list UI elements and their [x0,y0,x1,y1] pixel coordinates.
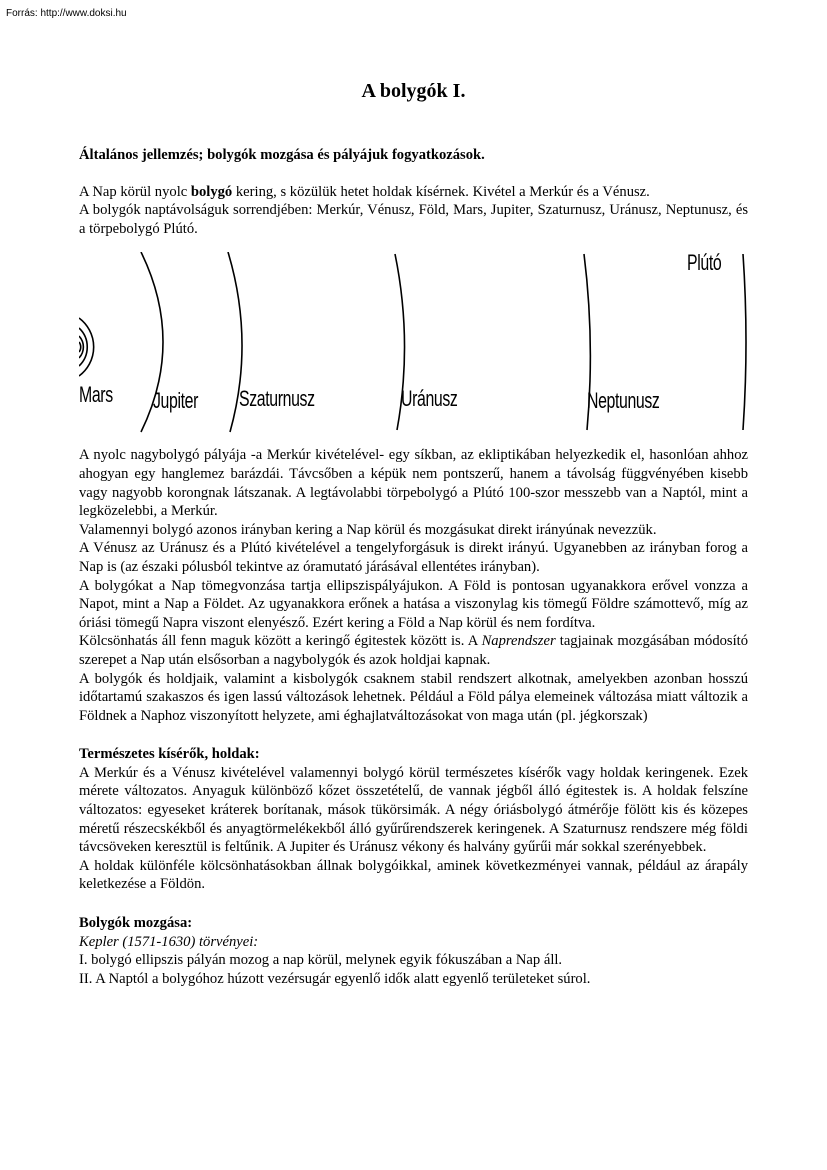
body-paragraph-1: A nyolc nagybolygó pályája -a Merkúr kivételével- egy síkban, az ekliptikában helyezkedik el, hasonlóan ahhoz ahogyan egy hanglemez barázdái. Távcsőben a képük nem pontszerű, hanem a távolság függvényében kisebb vagy nagyobb korongnak látszanak. A legtávolabbi törpebolygó a Plútó 100-szor messzebb van a Naptól, mint a legközelebbi, a Merkúr. [79,447,748,520]
kepler-subheading: Kepler (1571-1630) törvényei: [79,933,259,950]
moons-paragraph-1: A Merkúr és a Vénusz kivételével valamennyi bolygó körül természetes kísérők vagy holdak keringenek. Ezek mérete változatos. Anyaguk különböző kőzet összetételű, de vannak jégből álló égitestek is. A holdak felszíne változatos: egyeseket kráterek borítanak, mások tükörsimák. A négy óriásbolygó átmérője fölött kis és közepes méretű részecskékből és anyagtörmelékekből álló gyűrűrendszerek keringenek. A Szaturnusz rendszere még földi távcsöveken keresztül is feltűnik. A Jupiter és Uránusz vékony és halvány gyűrűi már sokkal szerényebbek. [79,764,748,856]
document-body [79,146,748,988]
body-paragraph-5: Kölcsönhatás áll fenn maguk között a keringő égitestek között is. A Naprendszer tagjainak mozgásában módosító szerepet a Nap után elsősorban a nagybolygók és azok holdjai kapnak. [79,633,748,668]
source-line: Forrás: http://www.doksi.hu [6,8,127,19]
label-pluto: Plútó [687,250,722,276]
moons-paragraph-2: A holdak különféle kölcsönhatásokban állnak bolygóikkal, aminek következményei vannak, például az árapály keletkezése a Földön. [79,857,748,893]
label-saturn: Szaturnusz [239,386,315,412]
section-heading-motion: Bolygók mozgása: [79,915,193,932]
body-paragraph-3: A Vénusz az Uránusz és a Plútó kivételével a tengelyforgásuk is direkt irányú. Ugyanebben az irányban forog a Nap is (az északi pólusból tekintve az óramutató járásával ellentétes irányban). [79,540,748,575]
pluto-orbit-arc [743,254,746,430]
label-mars: Mars [79,382,113,408]
inner-orbit-arc-4 [79,342,81,352]
section-heading-moons: Természetes kísérők, holdak: [79,746,260,763]
intro-paragraph-1: A Nap körül nyolc bolygó kering, s közülük hetet holdak kísérnek. Kivétel a Merkúr és a Vénusz. [79,183,650,200]
label-uranus: Uránusz [401,386,458,412]
label-jupiter: Jupiter [153,388,199,414]
intro-paragraph-2: A bolygók naptávolságuk sorrendjében: Merkúr, Vénusz, Föld, Mars, Jupiter, Szaturnusz, Uránusz, Neptunusz, és a törpebolygó Plútó. [79,202,748,237]
section-heading-general: Általános jellemzés; bolygók mozgása és pályájuk fogyatkozások. [79,147,485,163]
kepler-law-2: II. A Naptól a bolygóhoz húzott vezérsugár egyenlő idők alatt egyenlő területeket súrol. [79,970,591,987]
kepler-law-1: I. bolygó ellipszis pályán mozog a nap körül, melynek egyik fókuszában a Nap áll. [79,952,563,969]
label-neptune: Neptunusz [587,388,660,414]
page-title: A bolygók I. [361,80,466,102]
body-paragraph-2: Valamennyi bolygó azonos irányban kering a Nap körül és mozgásukat direkt irányúnak nevezzük. [79,521,657,538]
body-paragraph-6: A bolygók és holdjaik, valamint a kisbolygók csaknem stabil rendszert alkotnak, amelyekben azonban hosszú időtartamú szakaszos és igen lassú változások lehetnek. Például a Föld pálya elemeinek változása miatt változik a Földnek a Naphoz viszonyított helyzete, ami éghajlatváltozásokat von maga után (pl. jégkorszak) [79,670,748,724]
body-paragraph-4: A bolygókat a Nap tömegvonzása tartja ellipszispályájukon. A Föld is pontosan ugyanakkora erővel vonzza a Napot, mint a Nap a Földet. Az ugyanakkora erőnek a hatása a viszonylag kis tömegű Földre számottevő, míg az óriási tömegű Napra viszont elenyésző. Ezért kering a Föld a Nap körül és nem fordítva. [79,577,748,631]
planet-orbit-diagram [79,252,748,434]
